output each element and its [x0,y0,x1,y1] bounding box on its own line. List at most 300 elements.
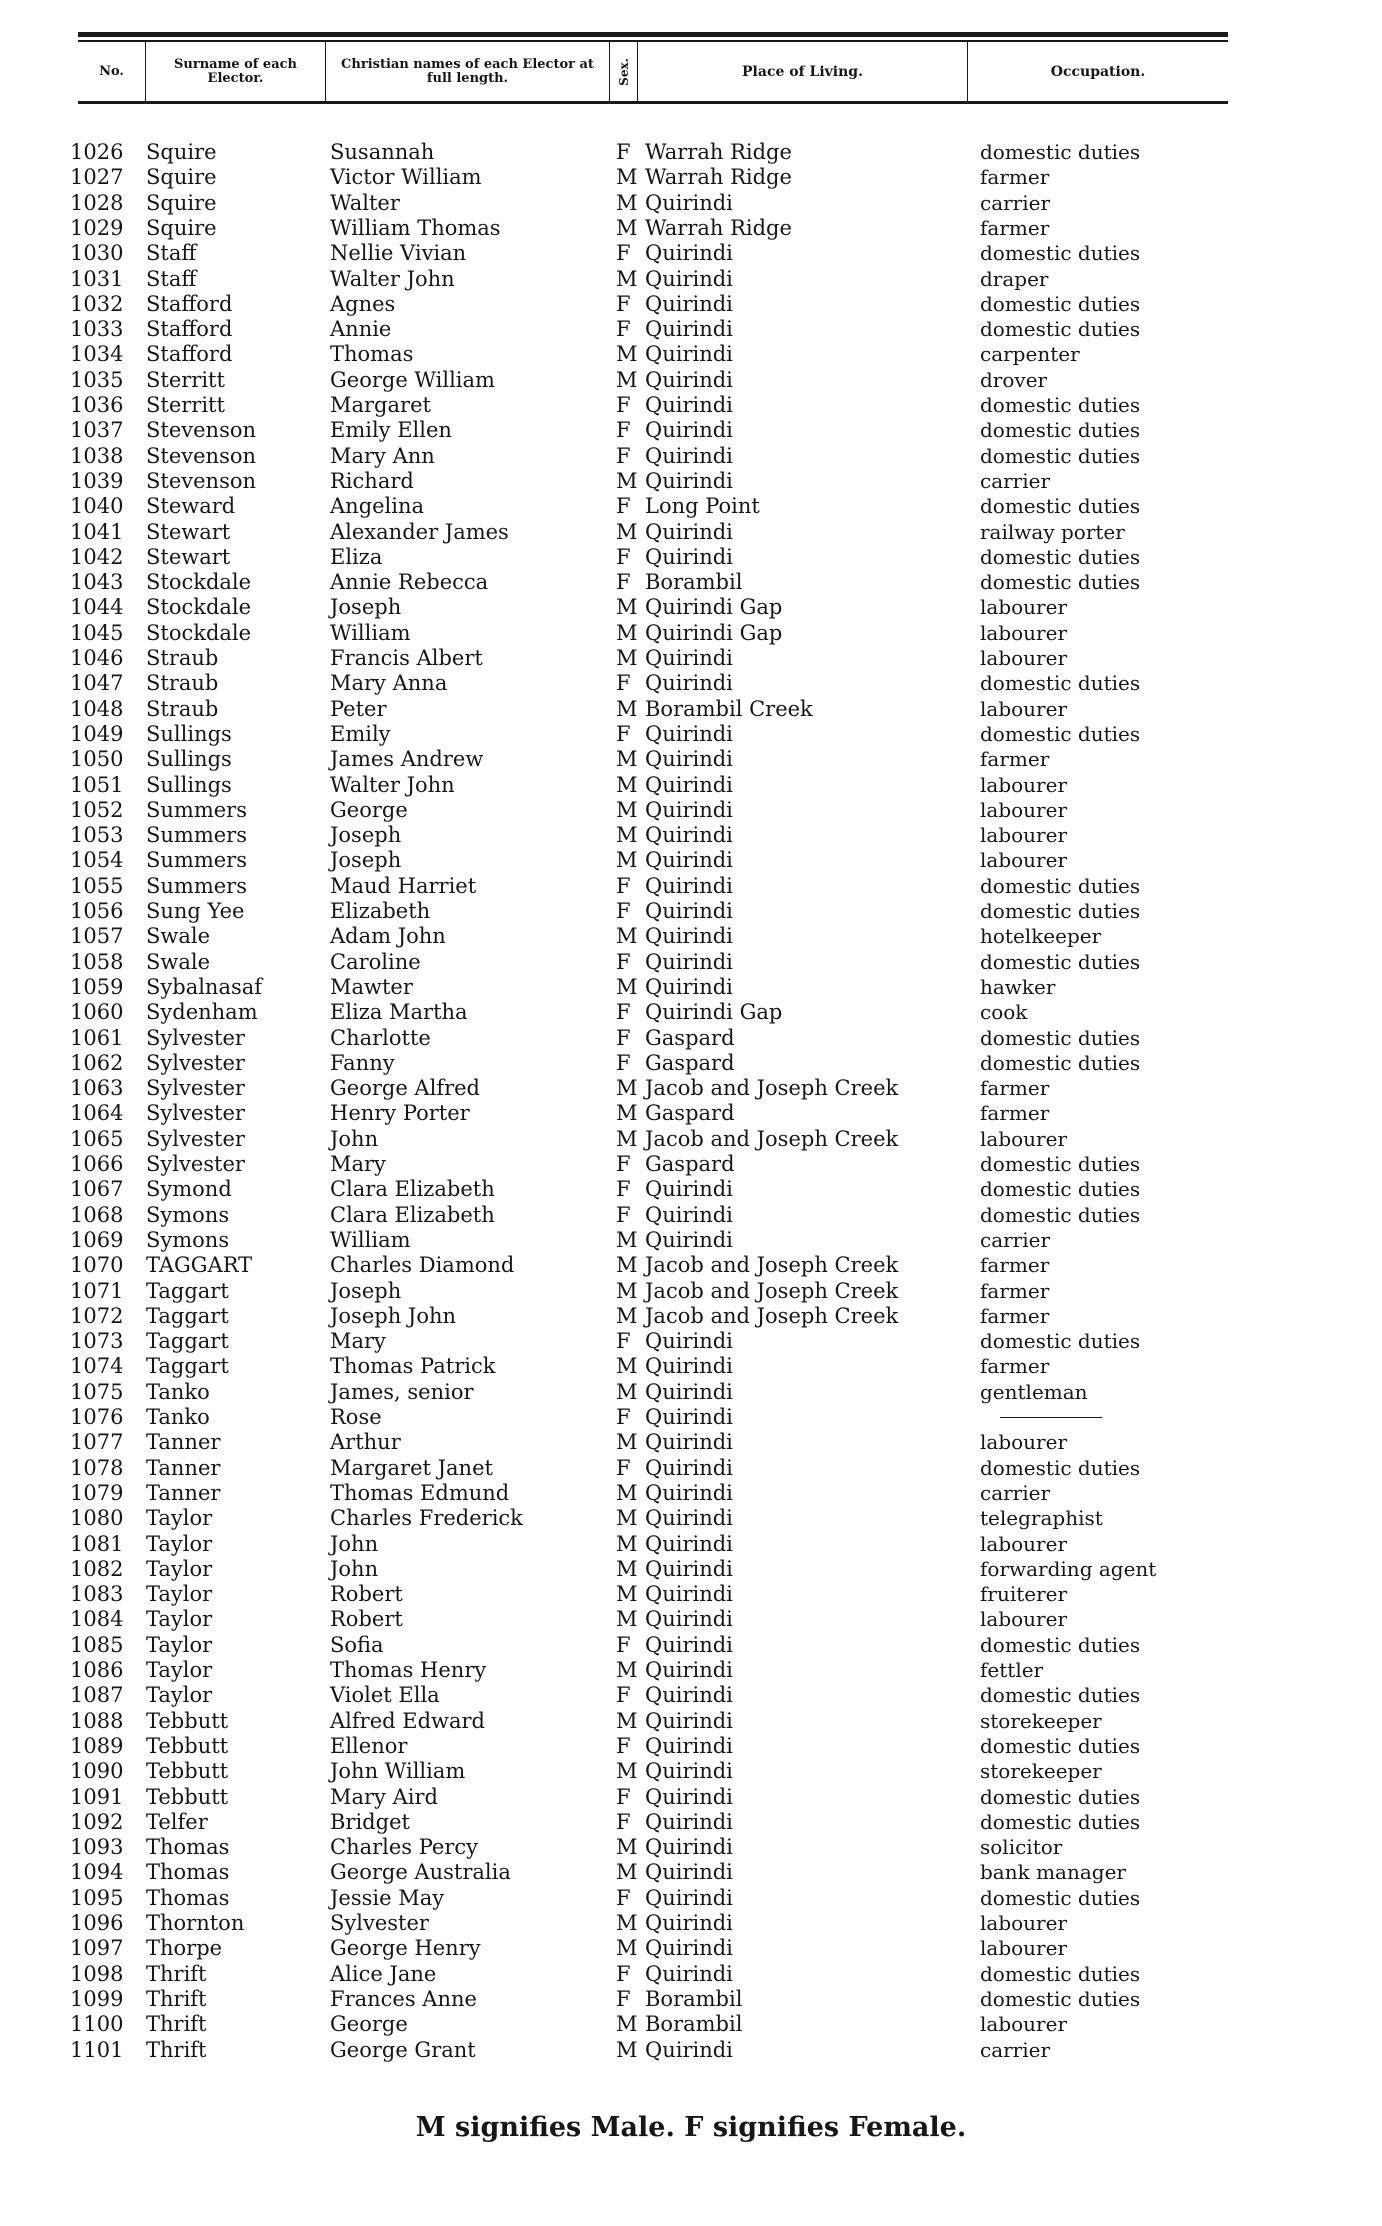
elector-occupation: labourer [980,595,1068,620]
elector-occupation: domestic duties [980,671,1141,696]
elector-surname: Taggart [146,1303,229,1328]
elector-christian-names: George Henry [330,1936,481,1961]
elector-number: 1076 [70,1405,124,1429]
table-row [0,1026,1382,1051]
elector-christian-names: Joseph [330,848,402,873]
elector-place: Borambil Creek [645,696,813,721]
elector-number: 1048 [70,696,124,721]
elector-place: Warrah Ridge [645,215,792,240]
elector-sex: F [616,1050,631,1075]
elector-number: 1061 [70,1025,124,1050]
elector-surname: Thrift [146,1961,207,1986]
elector-place: Jacob and Joseph Creek [645,1076,899,1101]
elector-christian-names: George Alfred [330,1076,480,1101]
elector-number: 1062 [70,1050,124,1075]
elector-christian-names: Charlotte [330,1025,431,1050]
elector-christian-names: Joseph [330,823,402,848]
table-row [0,1532,1382,1557]
elector-sex: M [616,1506,638,1531]
elector-number: 1092 [70,1809,124,1834]
table-row [0,747,1382,772]
table-row [0,570,1382,595]
elector-surname: Taylor [146,1607,213,1632]
elector-sex: M [616,620,638,645]
table-row [0,621,1382,646]
table-row [0,165,1382,190]
elector-sex: M [616,646,638,670]
elector-occupation: carrier [980,1227,1051,1252]
table-row [0,1506,1382,1531]
elector-sex: F [616,393,631,417]
table-row [0,241,1382,266]
elector-christian-names: James Andrew [330,747,484,772]
elector-place: Quirindi [645,1354,733,1379]
elector-christian-names: Angelina [330,494,425,519]
elector-occupation: solicitor [980,1835,1063,1860]
elector-sex: M [616,1531,638,1556]
elector-christian-names: Nellie Vivian [330,241,467,266]
elector-sex: M [616,747,638,772]
elector-number: 1096 [70,1911,124,1935]
elector-sex: M [616,1253,638,1278]
table-row [0,140,1382,165]
elector-number: 1056 [70,899,124,923]
table-row [0,950,1382,975]
elector-surname: Stevenson [146,418,257,443]
elector-occupation: domestic duties [980,418,1141,443]
elector-surname: Sterritt [146,367,225,392]
table-row [0,1709,1382,1734]
elector-occupation: storekeeper [980,1759,1102,1784]
elector-occupation: domestic duties [980,1733,1141,1758]
elector-christian-names: Walter [330,190,400,215]
elector-surname: TAGGART [146,1253,253,1278]
table-row [0,1683,1382,1708]
header-surname: Surname of each Elector. [146,42,326,101]
elector-occupation: labourer [980,1607,1068,1632]
elector-occupation: domestic duties [980,393,1141,417]
table-row [0,342,1382,367]
elector-place: Quirindi Gap [645,595,783,620]
elector-sex: F [616,1784,631,1809]
elector-place: Quirindi [645,949,733,974]
elector-place: Quirindi [645,1733,733,1758]
elector-number: 1031 [70,266,124,291]
elector-occupation: labourer [980,646,1068,670]
elector-surname: Thrift [146,2012,207,2037]
elector-occupation: storekeeper [980,1708,1102,1733]
elector-surname: Straub [146,671,219,696]
elector-christian-names: Sofia [330,1632,384,1657]
elector-place: Quirindi [645,1506,733,1531]
elector-surname: Tanner [146,1430,221,1455]
elector-sex: M [616,595,638,620]
elector-place: Quirindi [645,443,733,468]
elector-sex: M [616,1911,638,1935]
elector-place: Quirindi [645,1202,733,1227]
elector-number: 1077 [70,1430,124,1455]
elector-surname: Straub [146,646,219,670]
elector-occupation: domestic duties [980,949,1141,974]
elector-surname: Taggart [146,1329,229,1354]
table-row [0,317,1382,342]
elector-sex: F [616,570,631,595]
elector-surname: Sylvester [146,1025,245,1050]
elector-place: Gaspard [645,1101,735,1126]
elector-place: Quirindi Gap [645,620,783,645]
elector-number: 1068 [70,1202,124,1227]
elector-number: 1080 [70,1506,124,1531]
elector-number: 1035 [70,367,124,392]
elector-sex: M [616,1480,638,1505]
elector-number: 1058 [70,949,124,974]
elector-occupation: telegraphist [980,1506,1103,1531]
elector-number: 1059 [70,974,124,999]
elector-surname: Tebbutt [146,1759,229,1784]
elector-place: Quirindi [645,1835,733,1860]
elector-place: Quirindi [645,1860,733,1885]
elector-occupation: farmer [980,747,1050,772]
elector-number: 1086 [70,1658,124,1682]
elector-sex: M [616,2012,638,2037]
elector-number: 1063 [70,1076,124,1101]
elector-place: Quirindi [645,1683,733,1708]
elector-surname: Thrift [146,2037,207,2062]
elector-surname: Sybalnasaf [146,974,263,999]
elector-surname: Summers [146,797,247,822]
elector-surname: Taylor [146,1531,213,1556]
elector-place: Quirindi [645,1480,733,1505]
elector-place: Long Point [645,494,760,519]
elector-occupation: farmer [980,1354,1050,1379]
elector-christian-names: John [330,1531,379,1556]
elector-christian-names: Caroline [330,949,421,974]
table-row [0,646,1382,671]
elector-number: 1050 [70,747,124,772]
elector-place: Quirindi [645,1582,733,1607]
elector-surname: Straub [146,696,219,721]
elector-surname: Sylvester [146,1126,245,1151]
elector-christian-names: Mary [330,1152,386,1176]
elector-occupation: domestic duties [980,241,1141,266]
elector-christian-names: Thomas [330,342,414,367]
elector-place: Borambil [645,1986,743,2011]
elector-sex: F [616,873,631,898]
elector-occupation: domestic duties [980,1784,1141,1809]
table-row [0,1354,1382,1379]
elector-surname: Taggart [146,1354,229,1379]
table-row [0,899,1382,924]
table-row [0,469,1382,494]
elector-sex: F [616,291,631,316]
elector-occupation: farmer [980,1303,1050,1328]
elector-christian-names: Annie Rebecca [330,570,489,595]
elector-christian-names: Alice Jane [330,1961,437,1986]
elector-place: Quirindi [645,873,733,898]
elector-christian-names: Thomas Patrick [330,1354,496,1379]
elector-number: 1030 [70,241,124,266]
elector-christian-names: George William [330,367,495,392]
elector-surname: Tanner [146,1455,221,1480]
elector-place: Quirindi [645,797,733,822]
elector-sex: M [616,848,638,873]
elector-occupation: domestic duties [980,1885,1141,1910]
elector-number: 1069 [70,1227,124,1252]
elector-number: 1098 [70,1961,124,1986]
elector-sex: F [616,1329,631,1354]
table-row [0,545,1382,570]
elector-christian-names: Fanny [330,1050,395,1075]
elector-christian-names: Ellenor [330,1733,408,1758]
elector-occupation: domestic duties [980,494,1141,519]
elector-occupation: domestic duties [980,544,1141,569]
elector-surname: Thomas [146,1860,230,1885]
elector-surname: Stevenson [146,443,257,468]
elector-occupation: carrier [980,190,1051,215]
elector-sex: M [616,772,638,797]
elector-christian-names: Henry Porter [330,1101,470,1126]
elector-christian-names: Adam John [330,924,446,949]
elector-number: 1034 [70,342,124,367]
elector-sex: F [616,1000,631,1025]
elector-christian-names: Emily [330,721,391,746]
header-sex [610,42,638,101]
elector-christian-names: Annie [330,317,392,342]
elector-surname: Sylvester [146,1076,245,1101]
elector-occupation: domestic duties [980,1986,1141,2011]
elector-christian-names: George Australia [330,1860,511,1885]
elector-number: 1081 [70,1531,124,1556]
elector-christian-names: Thomas Henry [330,1658,487,1682]
elector-surname: Tebbutt [146,1784,229,1809]
table-row [0,1835,1382,1860]
elector-place: Quirindi [645,468,733,493]
elector-place: Quirindi [645,1556,733,1581]
elector-surname: Swale [146,949,211,974]
table-row [0,1076,1382,1101]
elector-sex: F [616,140,631,164]
elector-occupation: domestic duties [980,1152,1141,1176]
elector-sex: M [616,1430,638,1455]
elector-place: Quirindi [645,1227,733,1252]
elector-sex: M [616,974,638,999]
elector-number: 1087 [70,1683,124,1708]
elector-surname: Thomas [146,1885,230,1910]
elector-christian-names: Clara Elizabeth [330,1202,495,1227]
elector-place: Quirindi [645,1759,733,1784]
table-row [0,975,1382,1000]
elector-place: Quirindi [645,544,733,569]
elector-sex: M [616,215,638,240]
table-row [0,1456,1382,1481]
elector-place: Quirindi [645,1405,733,1429]
elector-sex: F [616,1885,631,1910]
table-row [0,292,1382,317]
elector-christian-names: Mary [330,1329,386,1354]
elector-occupation: domestic duties [980,1177,1141,1202]
elector-number: 1053 [70,823,124,848]
elector-occupation: farmer [980,1278,1050,1303]
elector-number: 1095 [70,1885,124,1910]
top-rule [78,32,1228,37]
elector-occupation: domestic duties [980,873,1141,898]
elector-place: Quirindi [645,393,733,417]
elector-surname: Stafford [146,291,233,316]
table-row [0,1582,1382,1607]
elector-sex: M [616,1354,638,1379]
elector-number: 1070 [70,1253,124,1278]
elector-sex: M [616,1556,638,1581]
elector-place: Quirindi [645,190,733,215]
elector-place: Quirindi [645,1607,733,1632]
elector-number: 1042 [70,544,124,569]
elector-christian-names: Charles Percy [330,1835,479,1860]
elector-surname: Taggart [146,1278,229,1303]
elector-occupation: domestic duties [980,1050,1141,1075]
elector-sex: M [616,2037,638,2062]
elector-surname: Summers [146,848,247,873]
table-row [0,444,1382,469]
elector-number: 1071 [70,1278,124,1303]
elector-sex: F [616,317,631,342]
elector-occupation: labourer [980,823,1068,848]
table-row [0,1886,1382,1911]
elector-number: 1082 [70,1556,124,1581]
table-row [0,1051,1382,1076]
elector-surname: Taylor [146,1506,213,1531]
elector-number: 1091 [70,1784,124,1809]
elector-sex: M [616,1101,638,1126]
elector-surname: Tanko [146,1379,210,1404]
elector-number: 1067 [70,1177,124,1202]
elector-christian-names: Emily Ellen [330,418,452,443]
elector-place: Jacob and Joseph Creek [645,1126,899,1151]
table-row [0,1253,1382,1278]
elector-place: Quirindi [645,241,733,266]
elector-surname: Stafford [146,342,233,367]
table-row [0,1228,1382,1253]
elector-christian-names: Alexander James [330,519,509,544]
elector-surname: Symons [146,1227,230,1252]
table-row [0,823,1382,848]
elector-sex: M [616,924,638,949]
elector-christian-names: Walter John [330,266,455,291]
column-header-row [78,40,1228,104]
elector-occupation: farmer [980,165,1050,190]
elector-surname: Summers [146,873,247,898]
elector-surname: Taylor [146,1658,213,1682]
table-row [0,1860,1382,1885]
elector-place: Quirindi [645,317,733,342]
elector-place: Quirindi [645,1658,733,1682]
elector-occupation: domestic duties [980,1961,1141,1986]
elector-christian-names: William Thomas [330,215,501,240]
elector-occupation: carrier [980,468,1051,493]
elector-number: 1100 [70,2012,124,2037]
table-row [0,1987,1382,2012]
elector-place: Quirindi [645,1961,733,1986]
table-row [0,1152,1382,1177]
elector-surname: Tebbutt [146,1733,229,1758]
elector-christian-names: Eliza [330,544,383,569]
elector-number: 1089 [70,1733,124,1758]
elector-number: 1090 [70,1759,124,1784]
table-row [0,1734,1382,1759]
elector-number: 1038 [70,443,124,468]
table-row [0,722,1382,747]
elector-christian-names: Maud Harriet [330,873,477,898]
elector-sex: M [616,1607,638,1632]
elector-christian-names: Margaret Janet [330,1455,493,1480]
elector-christian-names: Rose [330,1405,382,1429]
elector-number: 1088 [70,1708,124,1733]
elector-occupation: gentleman [980,1379,1088,1404]
elector-christian-names: John William [330,1759,466,1784]
elector-surname: Steward [146,494,236,519]
elector-sex: F [616,1733,631,1758]
table-row [0,798,1382,823]
elector-surname: Thornton [146,1911,245,1935]
elector-occupation: labourer [980,696,1068,721]
elector-sex: M [616,190,638,215]
elector-occupation: carrier [980,2037,1051,2062]
elector-sex: F [616,1152,631,1176]
elector-christian-names: John [330,1126,379,1151]
elector-number: 1084 [70,1607,124,1632]
elector-christian-names: Mawter [330,974,413,999]
sex-legend: M signifies Male. F signifies Female. [415,2112,967,2143]
blank-occupation-dash [1000,1417,1102,1418]
elector-sex: M [616,468,638,493]
elector-place: Quirindi [645,823,733,848]
table-row [0,191,1382,216]
elector-sex: M [616,1076,638,1101]
elector-christian-names: Mary Ann [330,443,435,468]
elector-place: Warrah Ridge [645,140,792,164]
table-row [0,1101,1382,1126]
elector-occupation: railway porter [980,519,1125,544]
elector-place: Quirindi [645,1936,733,1961]
elector-number: 1036 [70,393,124,417]
elector-place: Quirindi [645,671,733,696]
elector-number: 1083 [70,1582,124,1607]
elector-occupation: domestic duties [980,1683,1141,1708]
table-row [0,1177,1382,1202]
elector-occupation: cook [980,1000,1028,1025]
table-row [0,848,1382,873]
elector-occupation: domestic duties [980,1329,1141,1354]
elector-sex: F [616,241,631,266]
table-row [0,697,1382,722]
elector-surname: Squire [146,140,217,164]
elector-place: Quirindi [645,1911,733,1935]
elector-sex: F [616,494,631,519]
elector-number: 1075 [70,1379,124,1404]
elector-place: Quirindi [645,1379,733,1404]
elector-place: Quirindi [645,924,733,949]
elector-sex: F [616,1177,631,1202]
elector-sex: F [616,1202,631,1227]
elector-number: 1055 [70,873,124,898]
table-row [0,1000,1382,1025]
elector-christian-names: George [330,797,408,822]
elector-number: 1079 [70,1480,124,1505]
elector-number: 1028 [70,190,124,215]
elector-sex: F [616,899,631,923]
elector-place: Quirindi [645,1177,733,1202]
elector-occupation: farmer [980,1253,1050,1278]
elector-occupation: fruiterer [980,1582,1068,1607]
